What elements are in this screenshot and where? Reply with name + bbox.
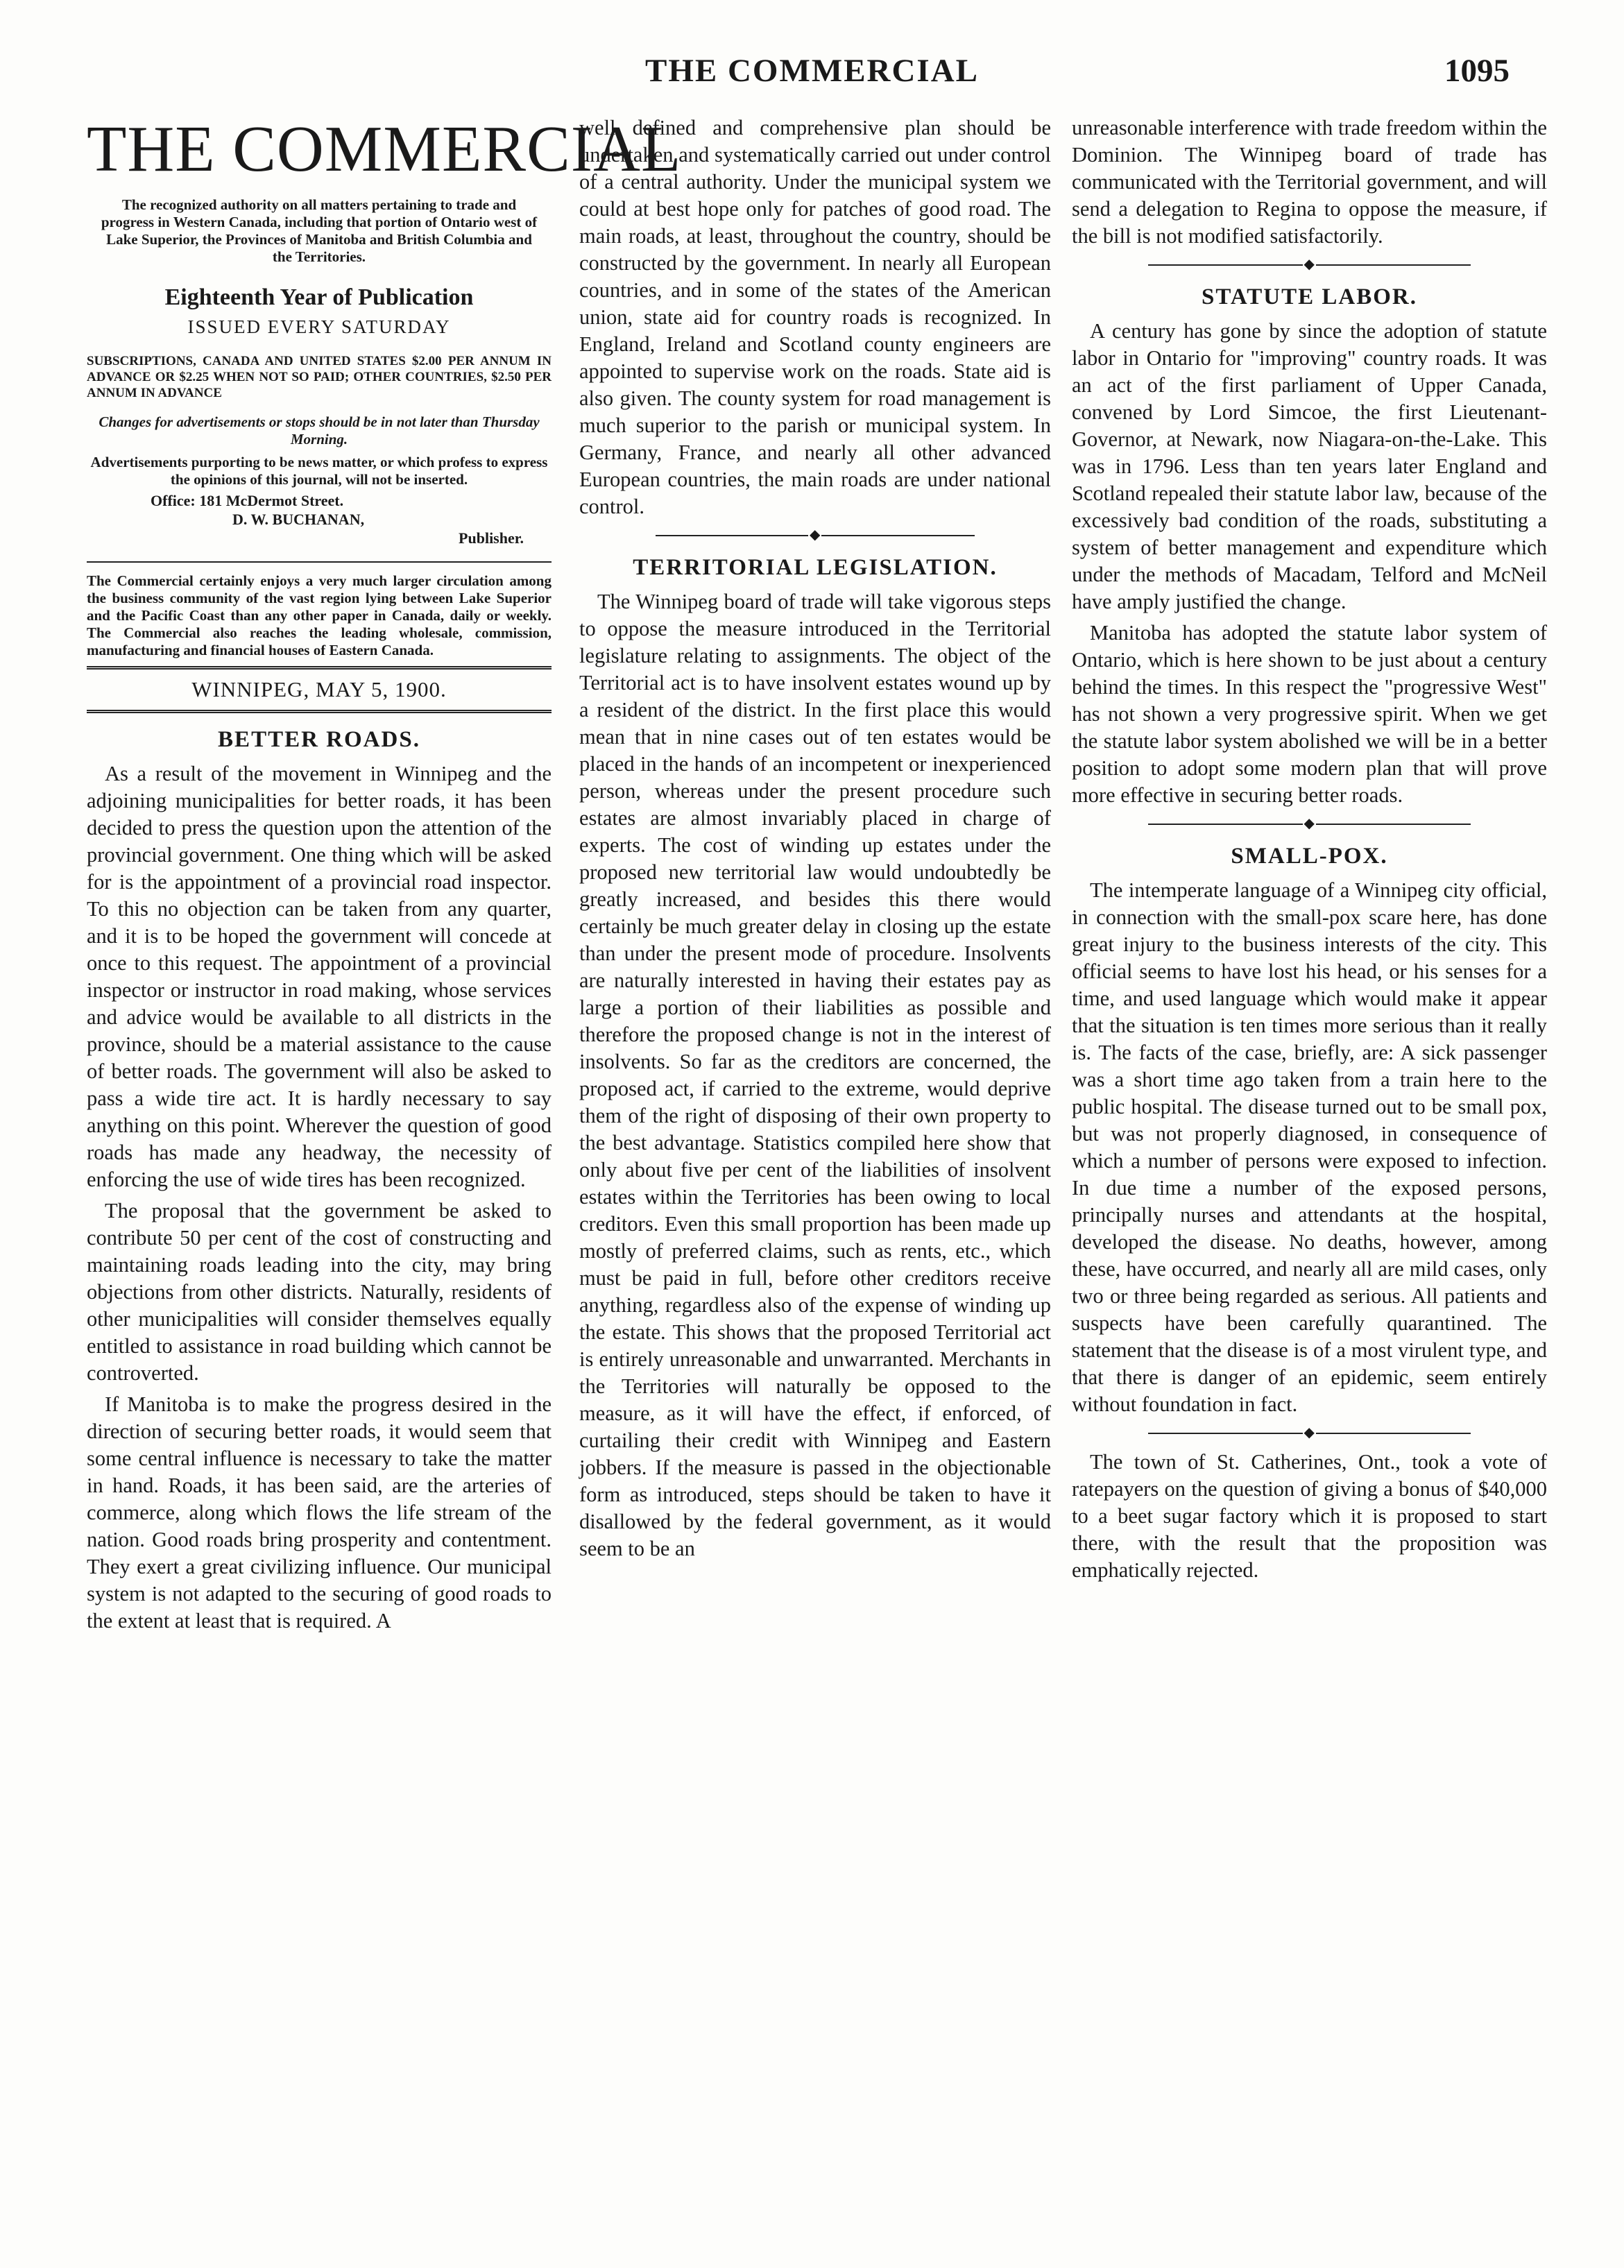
page-number: 1095 <box>1444 53 1510 89</box>
subscription-rates: SUBSCRIPTIONS, CANADA AND UNITED STATES $2.00 PER ANNUM IN ADVANCE OR $2.25 WHEN NOT SO PAID; OTHER COUNTRIES, $2.50 PER ANNUM IN ADVANCE <box>87 354 552 400</box>
running-head <box>0 52 1624 101</box>
article-paragraph: The proposal that the government be asked to contribute 50 per cent of the cost of constructing and maintaining roads leading into the city, may bring objections from other districts. Naturally, residents of other municipalities will consider themselves equally entitled to assistance in road building which cannot be controverted. <box>87 1199 552 1385</box>
ornamental-rule <box>1148 259 1471 271</box>
running-title: THE COMMERCIAL <box>644 53 980 89</box>
article-paragraph: Manitoba has adopted the statute labor system of Ontario, which is here shown to be just about a century behind the times. In this respect the "progressive West" has not shown a very progressive spirit. When we get the statute labor system abolished we will be in a better position to adopt some modern plan that will prove more effective in securing better roads. <box>1072 621 1547 807</box>
publisher-name: D. W. BUCHANAN, <box>232 511 365 528</box>
ornamental-rule <box>1148 1428 1471 1439</box>
article-paragraph: The intemperate language of a Winnipeg city official, in connection with the small-pox scare here, has done great injury to the business interests of the city. This official seems to have lost his head, or his senses for a time, and used language which would make it appear that the situation is ten times more serious than it really is. The facts of the case, briefly, are: A sick passenger was a short time ago taken from a train here to the public hospital. The disease turned out to be small pox, but was not properly diagnosed, in consequence of which a number of persons were exposed to infection. In due time a number of the exposed persons, principally nurses and attendants at the hospital, developed the disease. No deaths, however, among these, have occurred, and nearly all are mild cases, only two or three being regarded as serious. All patients and suspects have been carefully quarantined. The statement that the disease is of a most virulent type, and that there is danger of an epidemic, seem entirely without foundation in fact. <box>1072 878 1547 1416</box>
circulation-notice: The Commercial certainly enjoys a very much larger circulation among the business community of the vast region lying between Lake Superior and the Pacific Coast than any other paper in Canada, daily or weekly. The Commercial also reaches the leading wholesale, commission, manufacturing and financial houses of Eastern Canada. <box>87 561 552 659</box>
masthead-title: THE COMMERCIAL <box>87 113 682 185</box>
territorial-legislation-headline: TERRITORIAL LEGISLATION. <box>633 555 998 580</box>
column-2 <box>579 114 1051 2226</box>
issue-frequency: ISSUED EVERY SATURDAY <box>187 316 451 337</box>
ornamental-rule <box>656 530 975 541</box>
office-address: Office: 181 McDermot Street. <box>151 492 344 509</box>
dateline: WINNIPEG, MAY 5, 1900. <box>87 666 552 713</box>
better-roads-headline: BETTER ROADS. <box>218 727 420 752</box>
advertisements-notice: Advertisements purporting to be news matter, or which profess to express the opinions of this journal, will not be inserted. <box>90 454 548 488</box>
publication-year: Eighteenth Year of Publication <box>164 284 474 310</box>
article-paragraph: well defined and comprehensive plan should be undertaken and systematically carried out under control of a central authority. Under the municipal system we could at best hope only for patches of good road. The main roads, at least, throughout the country, should be constructed by the government. In nearly all European countries, and in some of the states of the American union, state aid for country roads is recognized. In England, Ireland and Scotland county engineers are appointed to supervise work on the roads. State aid is also given. The county system for road management is much superior to the parish or municipal system. In Germany, France, and nearly all other advanced European countries, the main roads are under national control. <box>579 116 1051 518</box>
article-paragraph: As a result of the movement in Winnipeg and the adjoining municipalities for better roads, it has been decided to press the question upon the attention of the provincial government. One thing which will be asked for is the appointment of a provincial road inspector. To this no objection can be taken from any quarter, and it is to be hoped the government will concede at once to this request. The appointment of a provincial inspector or instructor in road making, whose services and advice would be available to all districts in the province, should be a material assistance to the cause of better roads. The government will also be asked to pass a wide tire act. It is hardly necessary to say anything on this point. Wherever the question of good roads has made any headway, the necessity of enforcing the use of wide tires has been recognized. <box>87 762 552 1191</box>
statute-labor-headline: STATUTE LABOR. <box>1201 284 1417 309</box>
small-pox-headline: SMALL-POX. <box>1231 844 1388 869</box>
article-paragraph: The town of St. Catherines, Ont., took a vote of ratepayers on the question of giving a bonus of $40,000 to a beet sugar factory which it is proposed to start there, with the result that the proposition was emphatically rejected. <box>1072 1450 1547 1582</box>
article-paragraph: unreasonable interference with trade freedom within the Dominion. The Winnipeg board of trade has communicated with the Territorial government, and will send a delegation to Regina to oppose the measure, if the bill is not modified satisfactorily. <box>1072 116 1547 248</box>
column-1 <box>87 113 682 2226</box>
article-paragraph: The Winnipeg board of trade will take vigorous steps to oppose the measure introduced in the Territorial legislature relating to assignments. The object of the Territorial act is to have insolvent estates wound up by a resident of the district. In the first place this would mean that in nine cases out of ten estates would be placed in the hands of an incompetent or inexperienced person, whereas under the present procedure such estates are almost invariably placed in charge of experts. The cost of winding up estates under the proposed new territorial law would undoubtedly be greatly increased, and besides this there would certainly be much greater delay in closing up the estate than under the present mode of procedure. Insolvents are naturally interested in having their estates pay as large a portion of their liabilities as possible and therefore the proposed change is not in the interest of insolvents. So far as the creditors are concerned, the proposed act, if carried to the extreme, would deprive them of the right of disposing of their own property to the best advantage. Statistics compiled here show that only about five per cent of the liabilities of insolvent estates within the Territories has been owing to local creditors. Even this small proportion has been made up mostly of preferred claims, such as rents, etc., which must be paid in full, before other creditors receive anything, regardless also of the expense of winding up the estate. This shows that the proposed Territorial act is entirely unreasonable and unwarranted. Merchants in the Territories will naturally be opposed to the measure, as it will have the effect, if enforced, of curtailing their credit with Winnipeg and Eastern jobbers. If the measure is passed in the objectionable form as introduced, steps should be taken to have it disallowed by the federal government, as it would seem to be an <box>579 590 1051 1560</box>
changes-notice: Changes for advertisements or stops should be in not later than Thursday Morning. <box>99 413 540 447</box>
article-paragraph: A century has gone by since the adoption of statute labor in Ontario for "improving" country roads. It was an act of the first parliament of Upper Canada, convened by Lord Simcoe, the first Lieutenant-Governor, at Newark, now Niagara-on-the-Lake. This was in 1796. Less than ten years later England and Scotland repealed their statute labor law, because of the excessively bad condition of the roads, substituting a system of better management and expenditure which under the methods of Macadam, Telford and McNeil have amply justified the change. <box>1072 319 1547 613</box>
article-paragraph: If Manitoba is to make the progress desired in the direction of securing better roads, it would seem that some central influence is necessary to take the matter in hand. Roads, it has been said, are the arteries of commerce, along which flows the life stream of the nation. Good roads bring prosperity and contentment. They exert a great civilizing influence. Our municipal system is not adapted to the securing of good roads to the extent at least that is required. A <box>87 1392 552 1632</box>
masthead-tagline: The recognized authority on all matters pertaining to trade and progress in Western Canada, including that portion of Ontario west of Lake Superior, the Provinces of Manitoba and British Columbia and the Territories. <box>101 196 538 265</box>
column-3 <box>1072 114 1547 2226</box>
ornamental-rule <box>1148 819 1471 830</box>
publisher-role: Publisher. <box>459 529 524 547</box>
